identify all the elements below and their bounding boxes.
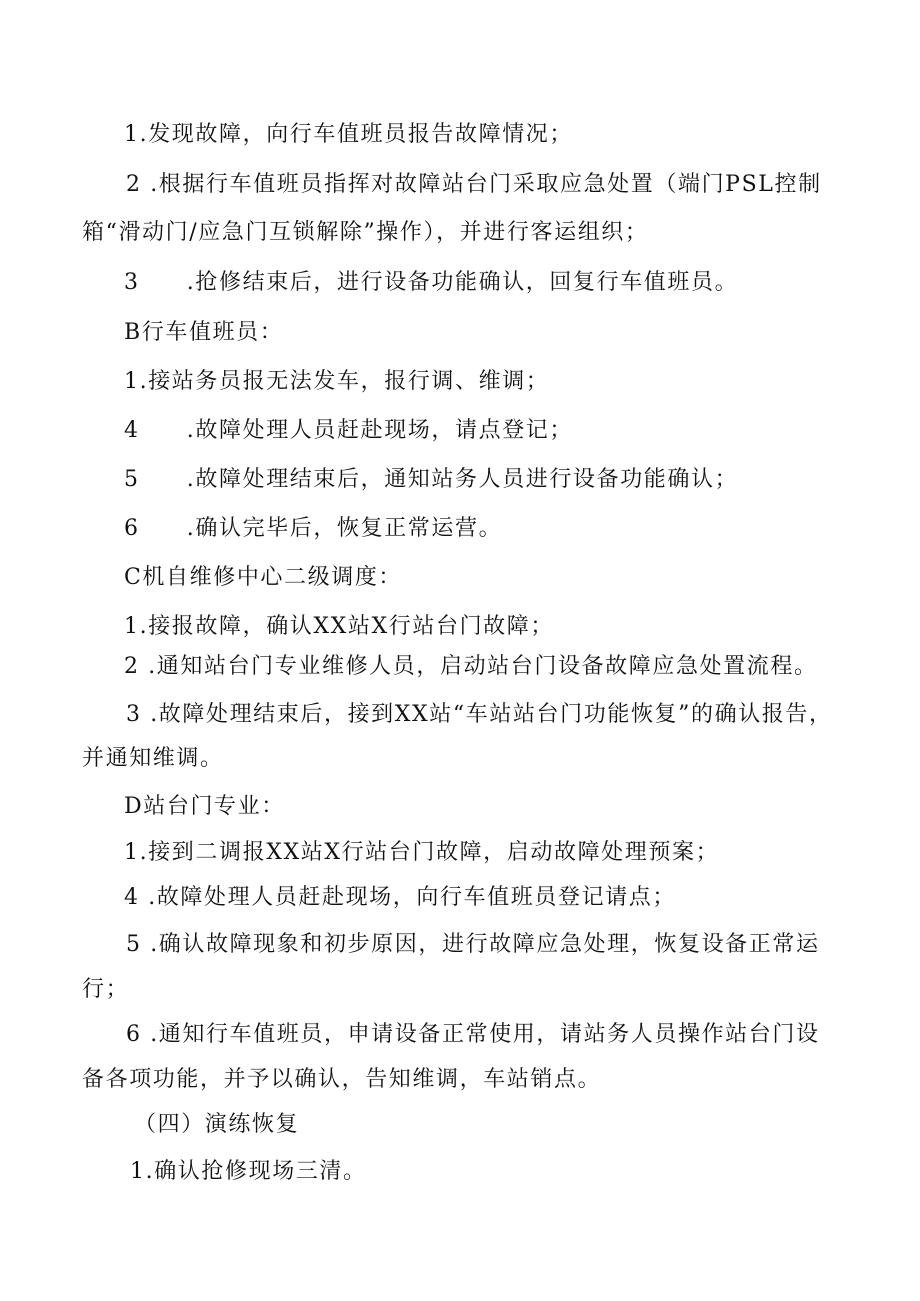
section-heading: C机自维修中心二级调度： [124, 565, 403, 590]
section-heading: （四）演练恢复 [134, 1112, 300, 1137]
text-line: 1.接到二调报XX站X行站台门故障，启动故障处理预案； [124, 840, 720, 865]
text-line: 4 .故障处理人员赶赴现场，请点登记； [124, 418, 573, 443]
text-line: 6 .确认完毕后，恢复正常运营。 [124, 516, 503, 541]
text-line: 箱“滑动门/应急门互锁解除”操作），并进行客运组织； [82, 220, 649, 245]
text-line: 行； [82, 977, 130, 1002]
text-line: 3 .故障处理结束后，接到XX站“车站站台门功能恢复”的确认报告， [126, 702, 833, 727]
text-line: 5 .确认故障现象和初步原因，进行故障应急处理，恢复设备正常运 [126, 932, 820, 957]
text-line: 1.接报故障，确认XX站X行站台门故障； [124, 614, 554, 639]
text-line: 1.接站务员报无法发车，报行调、维调； [124, 369, 550, 394]
text-line: 2 .通知站台门专业维修人员，启动站台门设备故障应急处置流程。 [124, 654, 818, 679]
text-line: 4 .故障处理人员赶赴现场，向行车值班员登记请点； [124, 885, 676, 910]
text-line: 5 .故障处理结束后，通知站务人员进行设备功能确认； [124, 467, 739, 492]
text-line: 并通知维调。 [82, 746, 224, 771]
text-line: 1.确认抢修现场三清。 [130, 1159, 367, 1184]
text-line: 3 .抢修结束后，进行设备功能确认，回复行车值班员。 [124, 270, 739, 295]
section-heading: B行车值班员： [124, 320, 284, 345]
text-line: 6 .通知行车值班员，申请设备正常使用，请站务人员操作站台门设 [126, 1022, 820, 1047]
text-line: 2 .根据行车值班员指挥对故障站台门采取应急处置（端门PSL控制 [126, 172, 822, 197]
section-heading: D站台门专业： [124, 794, 285, 819]
text-line: 1.发现故障，向行车值班员报告故障情况； [124, 122, 573, 147]
text-line: 备各项功能，并予以确认，告知维调，车站销点。 [82, 1067, 602, 1092]
